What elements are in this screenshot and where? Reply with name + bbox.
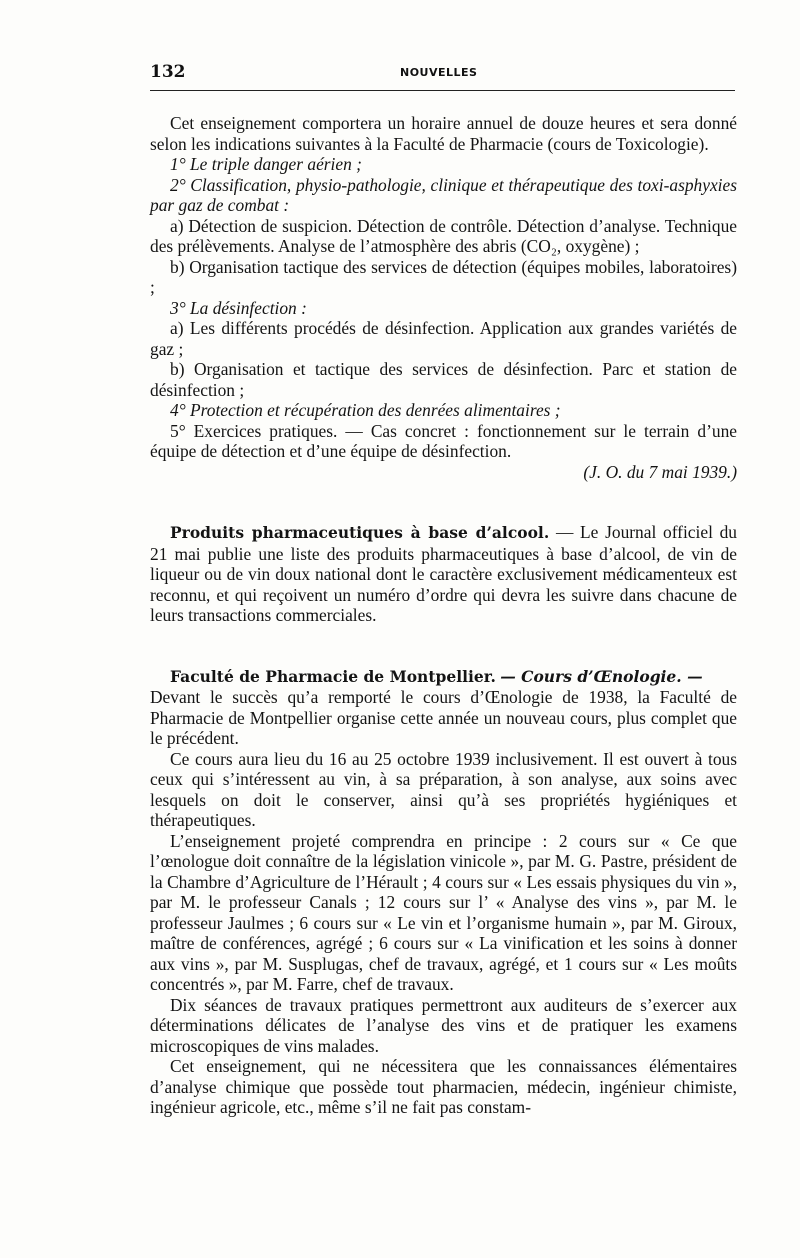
- list-item-2-text: 2° Classification, physio-pathologie, clinique et thérapeutique des toxi-asphyxies par gaz de combat :: [150, 174, 737, 215]
- section1-intro: Cet enseignement comportera un horaire annuel de douze heures et sera donné selon les indications suivantes à la Faculté de Pharmacie (cours de Toxicologie).: [150, 113, 737, 154]
- list-item-2a: a) Détection de suspicion. Détection de contrôle. Détection d’analyse. Technique des prélèvements. Analyse de l’atmosphère des abris (CO₂, oxygène) ;: [150, 215, 737, 256]
- running-title: NOUVELLES: [400, 66, 478, 79]
- list-item-4-text: 4° Protection et récupération des denrées alimentaires ;: [170, 400, 561, 420]
- section2-paragraph: [150, 522, 737, 626]
- list-item-3: [150, 298, 737, 319]
- page-body: [150, 113, 737, 1118]
- section3-para5: Cet enseignement, qui ne nécessitera que les connaissances élémentaires d’analyse chimique que possède tout pharmacien, médecin, ingénieur chimiste, ingénieur agricole, etc., même s’il ne fait pas constam-: [150, 1056, 737, 1117]
- section3-para3: L’enseignement projeté comprendra en principe : 2 cours sur « Ce que l’œnologue doit connaître de la législation vinicole », par M. G. Pastre, président de la Chambre d’Agriculture de l’Hérault ; 4 cours sur « Les essais physiques du vin », par M. le professeur Canals ; 12 cours sur l’ « Analyse des vins », par M. le professeur Jaulmes ; 6 cours sur « Le vin et l’organisme humain », par M. Giroux, maître de conférences, agrégé ; 6 cours sur « La vinification et les soins à donner aux vins », par M. Susplugas, chef de travaux, agrégé, et 1 cours sur « Les moûts concentrés », par M. Farre, chef de travaux.: [150, 830, 737, 994]
- section3-para4: Dix séances de travaux pratiques permettront aux auditeurs de s’exercer aux déterminations délicates de l’analyse des vins et de pratiquer les examens microscopiques de vins malades.: [150, 994, 737, 1056]
- list-item-2b: b) Organisation tactique des services de détection (équipes mobiles, laboratoires) ;: [150, 256, 737, 297]
- section3-para2: Ce cours aura lieu du 16 au 25 octobre 1939 inclusivement. Il est ouvert à tous ceux qui s’intéressent au vin, à sa préparation, à son analyse, aux soins avec lesquels on doit le conserver, ainsi qu’à ses propriétés hygiéniques et thérapeutiques.: [150, 748, 737, 830]
- source-citation-text: (J. O. du 7 mai 1939.): [583, 461, 737, 482]
- header-rule: [150, 90, 735, 91]
- list-item-3-text: 3° La désinfection :: [170, 297, 307, 318]
- list-item-1-text: 1° Le triple danger aérien ;: [170, 154, 362, 174]
- section3-subheading-text: — Cours d’Œnologie. —: [500, 666, 703, 686]
- source-citation: [150, 462, 737, 483]
- section3-heading-line: [150, 666, 737, 688]
- list-item-3b: b) Organisation et tactique des services de désinfection. Parc et station de désinfection ;: [150, 359, 737, 400]
- list-item-4: [150, 400, 737, 421]
- section2-heading: Produits pharmaceutiques à base d’alcool.: [170, 523, 550, 542]
- list-item-3a: a) Les différents procédés de désinfection. Application aux grandes variétés de gaz ;: [150, 318, 737, 359]
- section3-subheading: [500, 667, 702, 686]
- page-header: [150, 62, 735, 94]
- list-item-5: 5° Exercices pratiques. — Cas concret : fonctionnement sur le terrain d’une équipe de détection et d’une équipe de désinfection.: [150, 420, 737, 461]
- section-spacer: [150, 626, 737, 666]
- section-spacer: [150, 482, 737, 522]
- section3-heading: Faculté de Pharmacie de Montpellier.: [170, 666, 496, 686]
- list-item-1: [150, 154, 737, 175]
- page-number: 132: [150, 62, 186, 82]
- section3-para1: Devant le succès qu’a remporté le cours d’Œnologie de 1938, la Faculté de Pharmacie de Montpellier organise cette année un nouveau cours, plus complet que le précédent.: [150, 687, 737, 748]
- list-item-2: [150, 175, 737, 216]
- section2-text: — Le Journal officiel du 21 mai publie une liste des produits pharmaceutiques à base d’alcool, de vin de liqueur ou de vin doux national dont le caractère exclusivement médicamenteux est reconnu, et qui reçoivent un numéro d’ordre qui devra les suivre dans chacune de leurs transactions commerciales.: [150, 522, 738, 625]
